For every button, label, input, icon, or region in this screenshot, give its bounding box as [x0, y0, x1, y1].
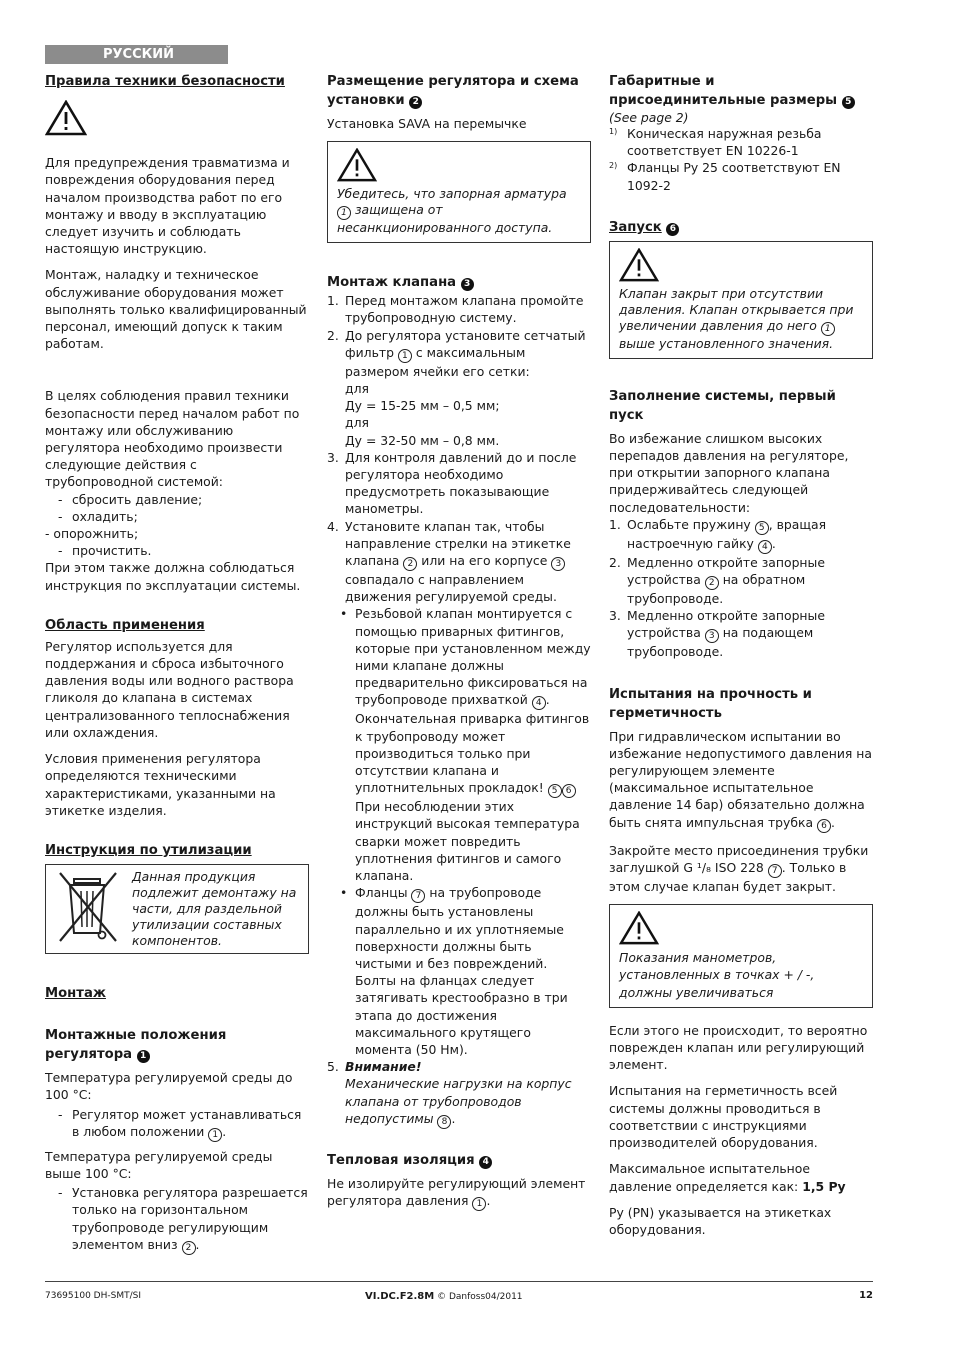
scope-title: Область применения	[45, 617, 205, 633]
list-item: - охладить;	[58, 508, 138, 524]
document-id: VI.DC.F2.8M © Danfoss04/2011	[365, 1291, 523, 1302]
disposal-title: Инструкция по утилизации	[45, 842, 252, 858]
safety-paragraph-3: В целях соблюдения правил техники безопасности перед началом работ по монтажу или обслуживанию регулятора необходимо произвести следующие действия с трубопроводной системой:	[45, 388, 300, 490]
warning-triangle-icon	[619, 248, 864, 286]
list-item: • Фланцы 7 на трубопроводе должны быть установлены параллельно и их уплотняемые поверхности должны быть чистыми и без повреждений. Болты на фланцах следует затягивать крестообразно в три этапа до достижения максимального крутящего момента (50 Нм).	[340, 885, 568, 1057]
ref-number: 1	[821, 322, 835, 336]
startup-title: Запуск 6	[609, 218, 873, 237]
ref-number: 3	[551, 557, 565, 571]
ref-number: 2	[705, 576, 719, 590]
column-2	[327, 72, 591, 1211]
page-number: 12	[859, 1290, 873, 1301]
list-item: 3. Для контроля давлений до и после регулятора необходимо предусмотреть показывающие манометры.	[327, 449, 577, 517]
warning-triangle-icon	[45, 100, 309, 140]
ref-number: 2	[403, 557, 417, 571]
figure-number-icon: 2	[409, 96, 422, 109]
list-item: - прочистить.	[58, 543, 152, 559]
ref-number: 1	[472, 1197, 486, 1211]
fill-text: Во избежание слишком высоких перепадов давления на регуляторе, при открытии запорного клапана придерживайтесь следующей последовательности:	[609, 430, 849, 515]
valve-title: Монтаж клапана 3	[327, 273, 591, 292]
ref-number: 6	[817, 819, 831, 833]
list-item: 1. Перед монтажом клапана промойте трубопроводную систему.	[327, 293, 584, 326]
insulation-text: Не изолируйте регулирующий элемент регулятора давления 1 .	[327, 1175, 586, 1209]
dimensions-title: Габаритные и присоединительные размеры 5	[609, 72, 873, 110]
ref-number: 7	[768, 864, 782, 878]
safety-list	[45, 491, 309, 560]
figure-number-icon: 4	[479, 1156, 492, 1169]
fill-steps	[609, 516, 873, 661]
test-paragraph-1: При гидравлическом испытании во избежание недопустимого давления на регулирующем элементе (максимальное испытательное давление 14 бар) обязательно должна быть снята импульсная трубка 6 .	[609, 728, 872, 831]
ref-number: 1	[208, 1128, 222, 1142]
ref-number: 6	[562, 784, 576, 798]
test-paragraph-6: Ру (PN) указывается на этикетках оборудования.	[609, 1204, 832, 1237]
safety-title: Правила техники безопасности	[45, 74, 285, 89]
list-item: • Резьбовой клапан монтируется с помощью приварных фитингов, которые при установленном между ними клапане должны предварительно фиксироваться на трубопроводе прихваткой 4 . Окончательная приварка фитингов к трубопроводу может производиться только при отсутствии клапана и уплотнительных прокладок! 5 6 При несоблюдении этих инструкций высокая температура сварки может повредить уплотнения фитингов и самого клапана.	[340, 606, 591, 884]
test-paragraph-4: Испытания на герметичность всей системы должны проводиться в соответствии с инструкциями производителей оборудования.	[609, 1083, 838, 1151]
list-item: - опорожнить;	[45, 526, 139, 542]
temp-paragraph-1: Температура регулируемой среды до 100 °C:	[45, 1070, 293, 1103]
ref-number: 7	[411, 889, 425, 903]
list-item: 1. Ослабьте пружину 5 , вращая настроечную гайку 4 .	[609, 516, 827, 552]
figure-number-icon: 5	[842, 96, 855, 109]
safety-paragraph-4: При этом также должна соблюдаться инструкция по эксплуатации системы.	[45, 560, 301, 593]
list-item: 2) Фланцы Ру 25 соответствуют EN 1092-2	[609, 160, 841, 193]
list-item: 3. Медленно откройте запорные устройства 3 на подающем трубопроводе.	[609, 608, 825, 660]
language-label: РУССКИЙ	[45, 45, 228, 64]
mount-title: Монтаж	[45, 986, 106, 1002]
figure-number-icon: 3	[461, 278, 474, 291]
page-footer	[45, 1281, 873, 1302]
list-item: 1) Коническая наружная резьба соответствует EN 10226-1	[609, 126, 822, 159]
ref-number: 4	[758, 540, 772, 554]
test-paragraph-2: Закройте место присоединения трубки заглушкой G ¹/₈ ISO 228 7 . Только в этом случае клапан будет закрыт.	[609, 842, 869, 894]
figure-number-icon: 6	[666, 223, 679, 236]
scope-paragraph-2: Условия применения регулятора определяются техническими характеристиками, указанными на этикетке изделия.	[45, 751, 276, 818]
list-item: - Регулятор может устанавливаться в любом положении 1 .	[58, 1106, 302, 1140]
crossed-bin-icon	[52, 869, 132, 949]
list-item: - сбросить давление;	[58, 491, 203, 507]
test-paragraph-3: Если этого не происходит, то вероятно поврежден клапан или регулирующий элемент.	[609, 1022, 868, 1073]
valve-steps	[327, 292, 591, 1129]
ref-number: 1	[398, 349, 412, 363]
ref-number: 5	[755, 521, 769, 535]
warning-box-1: Убедитесь, что запорная арматура 1 защищена от несанкционированного доступа.	[327, 141, 591, 243]
positions-title: Монтажные положения регулятора 1	[45, 1028, 227, 1063]
scope-paragraph-1: Регулятор используется для поддержания и сброса избыточного давления воды или водного раствора гликоля до клапана в системах централизованного теплоснабжения или охлаждения.	[45, 638, 294, 740]
list-item: 2. До регулятора установите сетчатый фильтр 1 с максимальным размером ячейки его сетки: для Ду = 15-25 мм – 0,5 мм; для Ду = 32-50 мм – 0,8 мм.	[327, 327, 586, 448]
list-item: - Установка регулятора разрешается только на горизонтальном трубопроводе регулирующим элементом вниз 2 .	[58, 1185, 308, 1253]
ref-number: 1	[337, 206, 351, 220]
figure-number-icon: 1	[137, 1050, 150, 1063]
test-paragraph-5: Максимальное испытательное давление определяется как: 1,5 Ру	[609, 1161, 846, 1194]
ref-number: 4	[532, 696, 546, 710]
fill-title: Заполнение системы, первый пуск	[609, 388, 836, 423]
placement-title: Размещение регулятора и схема установки 2	[327, 74, 579, 108]
column-1	[45, 72, 309, 1255]
safety-paragraph-1: Для предупреждения травматизма и повреждения оборудования перед началом производства работ по его монтажу и вводу в эксплуатацию следует изучить и соблюдать настоящую инструкцию.	[45, 155, 290, 257]
warning-box-2: Клапан закрыт при отсутствии давления. Клапан открывается при увеличении давления до него 1 выше установленного значения.	[609, 241, 873, 359]
warning-triangle-icon	[337, 148, 582, 186]
ref-number: 5	[548, 784, 562, 798]
list-item: 4. Установите клапан так, чтобы направление стрелки на этикетке клапана 2 или на его корпусе 3 совпадало с направлением движения регулируемой среды. • Резьбовой клапан монтируется с помощью приварных фитингов, которые при установленном между ними клапане должны предварительно фиксироваться на трубопроводе прихваткой 4 . Окончательная приварка фитингов к трубопроводу может производиться только при отсутствии клапана и уплотнительных прокладок! 5 6 При несоблюдении этих инструкций высокая температура сварки может повредить уплотнения фитингов и самого клапана. • Фланцы 7 на трубопроводе должны быть установлены параллельно и их уплотняемые поверхности должны быть чистыми и без повреждений. Болты на фланцах следует затягивать крестообразно в три этапа до достижения максимального крутящего момента (50 Нм).	[327, 518, 591, 1057]
warning-triangle-icon	[619, 911, 864, 949]
temp-paragraph-2: Температура регулируемой среды выше 100 °C:	[45, 1148, 273, 1181]
safety-paragraph-2: Монтаж, наладку и техническое обслуживание оборудования может выполнять только квалифицированный персонал, имеющий допуск к таким работам.	[45, 267, 307, 352]
document-code: 73695100 DH-SMT/SI	[45, 1291, 141, 1301]
see-page-note: (See page 2)	[609, 110, 689, 125]
insulation-title: Тепловая изоляция 4	[327, 1151, 591, 1170]
column-3	[609, 72, 873, 1238]
placement-text: Установка SAVA на перемычке	[327, 116, 527, 131]
test-title: Испытания на прочность и герметичность	[609, 686, 812, 721]
list-item: 2. Медленно откройте запорные устройства 2 на обратном трубопроводе.	[609, 554, 825, 607]
warning-box-3: Показания манометров, установленных в точках + / -, должны увеличиваться	[609, 904, 873, 1008]
disposal-box	[45, 864, 309, 954]
disposal-text: Данная продукция подлежит демонтажу на части, для раздельной утилизации составных компонентов.	[132, 868, 297, 948]
ref-number: 8	[437, 1115, 451, 1129]
list-item: 5. Внимание! Механические нагрузки на корпус клапана от трубопроводов недопустимы 8 .	[327, 1059, 572, 1127]
ref-number: 3	[705, 629, 719, 643]
ref-number: 2	[182, 1241, 196, 1255]
